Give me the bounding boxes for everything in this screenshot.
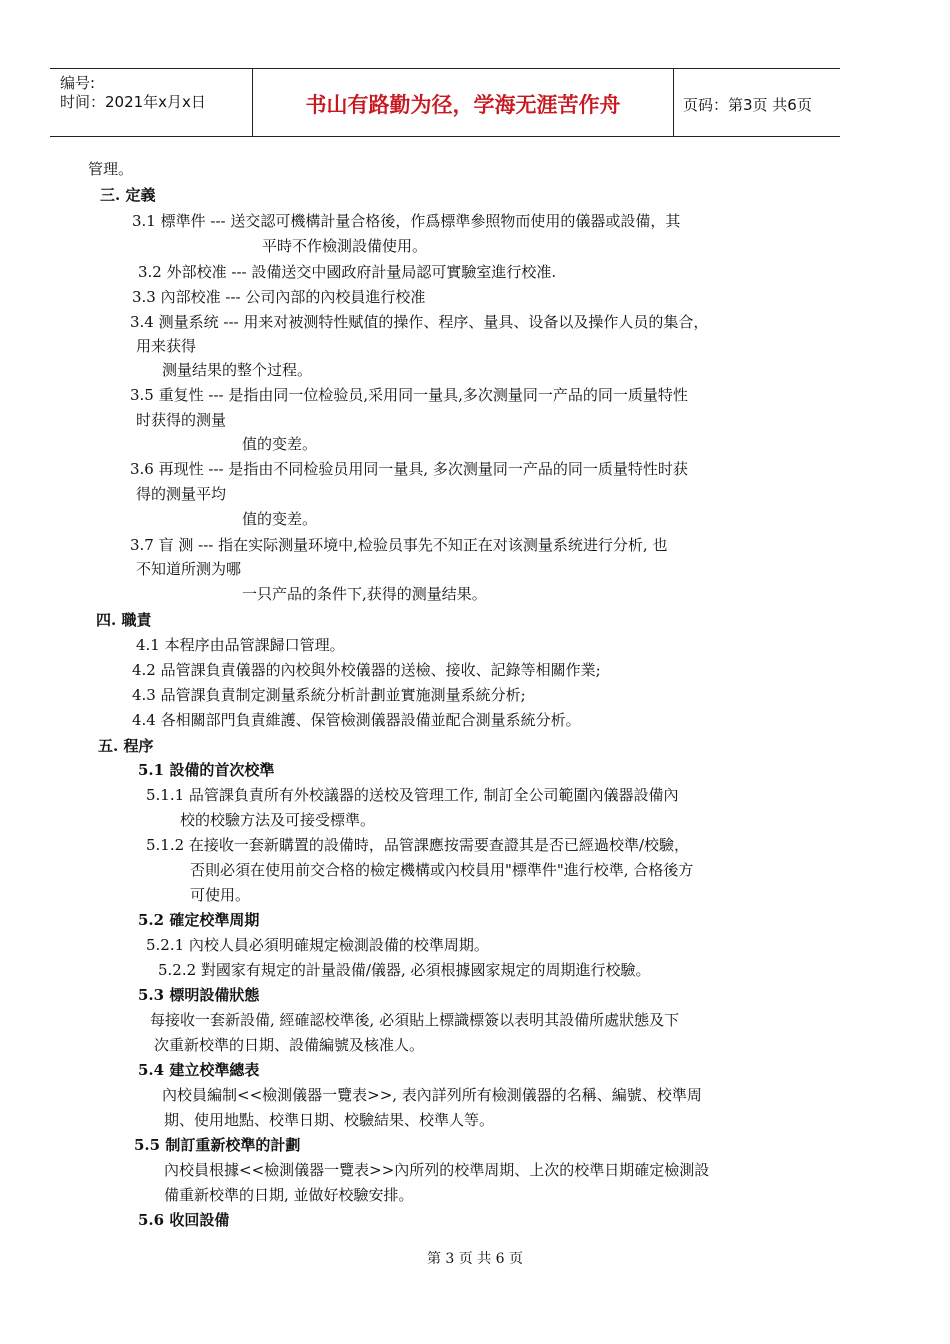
text-line: 3.4 测量系统 --- 用来对被测特性赋值的操作、程序、量具、设备以及操作人员的集合，	[130, 313, 709, 331]
text-line: 不知道所测为哪	[136, 560, 242, 578]
subsection-heading: 5.3 標明設備狀態	[138, 986, 260, 1004]
text-line: 管理。	[88, 160, 134, 178]
text-line: 得的测量平均	[136, 485, 227, 503]
text-line: 3.7 盲 测 --- 指在实际测量环境中,检验员事先不知正在对该测量系统进行分析, 也	[130, 536, 668, 554]
header-meta-cell	[50, 69, 252, 136]
text-line: 平時不作檢測設備使用。	[262, 237, 428, 255]
header-page-cell	[673, 69, 840, 136]
header-page-info: 页码：第3页 共6页	[683, 96, 812, 114]
text-line: 3.3 內部校准 --- 公司內部的內校員進行校准	[132, 288, 426, 306]
text-line: 一只产品的条件下,获得的测量结果。	[242, 585, 487, 603]
text-line: 4.3 品管課負責制定測量系統分析計劃並實施測量系統分析;	[132, 686, 526, 704]
subsection-heading: 5.4 建立校準總表	[138, 1061, 260, 1079]
subsection-heading: 5.5 制訂重新校準的計劃	[134, 1136, 301, 1154]
section-heading: 三. 定義	[100, 186, 156, 204]
header-motto: 书山有路勤为径，学海无涯苦作舟	[305, 93, 621, 117]
text-line: 3.6 再现性 --- 是指由不同检验员用同一量具, 多次测量同一产品的同一质量特性时获	[130, 460, 688, 478]
subsection-heading: 5.2 確定校準周期	[138, 911, 260, 929]
text-line: 內校員根據<<檢測儀器一覽表>>內所列的校準周期、上次的校準日期確定檢測設	[164, 1161, 710, 1179]
text-line: 校的校驗方法及可接受標準。	[180, 811, 376, 829]
text-line: 测量结果的整个过程。	[162, 361, 313, 379]
text-line: 时获得的测量	[136, 411, 227, 429]
text-line: 5.2.1 內校人員必須明確規定檢測設備的校準周期。	[146, 936, 489, 954]
text-line: 期、使用地點、校準日期、校驗結果、校準人等。	[164, 1111, 495, 1129]
header-motto-cell	[252, 69, 674, 136]
text-line: 4.4 各相關部門負責維護、保管檢測儀器設備並配合測量系統分析。	[132, 711, 581, 729]
text-line: 用来获得	[136, 337, 197, 355]
text-line: 3.5 重复性 --- 是指由同一位检验员,采用同一量具,多次测量同一产品的同一质量特性	[130, 386, 688, 404]
text-line: 否則必須在使用前交合格的檢定機構或內校員用"標準件"進行校準, 合格後方	[190, 861, 694, 879]
section-heading: 五. 程序	[98, 737, 154, 755]
subsection-heading: 5.1 設備的首次校準	[138, 761, 275, 779]
text-line: 5.1.1 品管課負責所有外校議器的送校及管理工作, 制訂全公司範圍內儀器設備內	[146, 786, 679, 804]
section-heading: 四. 職責	[96, 611, 152, 629]
text-line: 3.2 外部校准 --- 設備送交中國政府計量局認可實驗室進行校准.	[138, 263, 557, 281]
text-line: 4.1 本程序由品管課歸口管理。	[136, 636, 345, 654]
text-line: 可使用。	[190, 886, 251, 904]
page-footer: 第 3 页 共 6 页	[426, 1251, 524, 1267]
document-code-label: 编号:	[60, 74, 96, 92]
text-line: 5.1.2 在接收一套新購置的設備時，品管課應按需要查證其是否已經過校準/校驗，	[146, 836, 689, 854]
document-time-label: 时间：2021年x月x日	[60, 93, 206, 111]
text-line: 4.2 品管課負責儀器的內校與外校儀器的送檢、接收、記錄等相關作業;	[132, 661, 601, 679]
text-line: 值的变差。	[242, 435, 318, 453]
text-line: 備重新校準的日期, 並做好校驗安排。	[164, 1186, 414, 1204]
text-line: 3.1 標準件 --- 送交認可機構計量合格後，作爲標準參照物而使用的儀器或設備，其	[132, 212, 681, 230]
text-line: 次重新校準的日期、設備編號及核准人。	[154, 1036, 425, 1054]
text-line: 值的变差。	[242, 510, 318, 528]
document-header	[50, 68, 840, 137]
subsection-heading: 5.6 收回設備	[138, 1211, 230, 1229]
text-line: 內校員編制<<檢測儀器一覽表>>, 表內詳列所有檢測儀器的名稱、編號、校準周	[162, 1086, 702, 1104]
text-line: 5.2.2 對國家有規定的計量設備/儀器, 必須根據國家規定的周期進行校驗。	[158, 961, 651, 979]
text-line: 每接收一套新設備, 經確認校準後, 必須貼上標識標簽以表明其設備所處狀態及下	[150, 1011, 680, 1029]
